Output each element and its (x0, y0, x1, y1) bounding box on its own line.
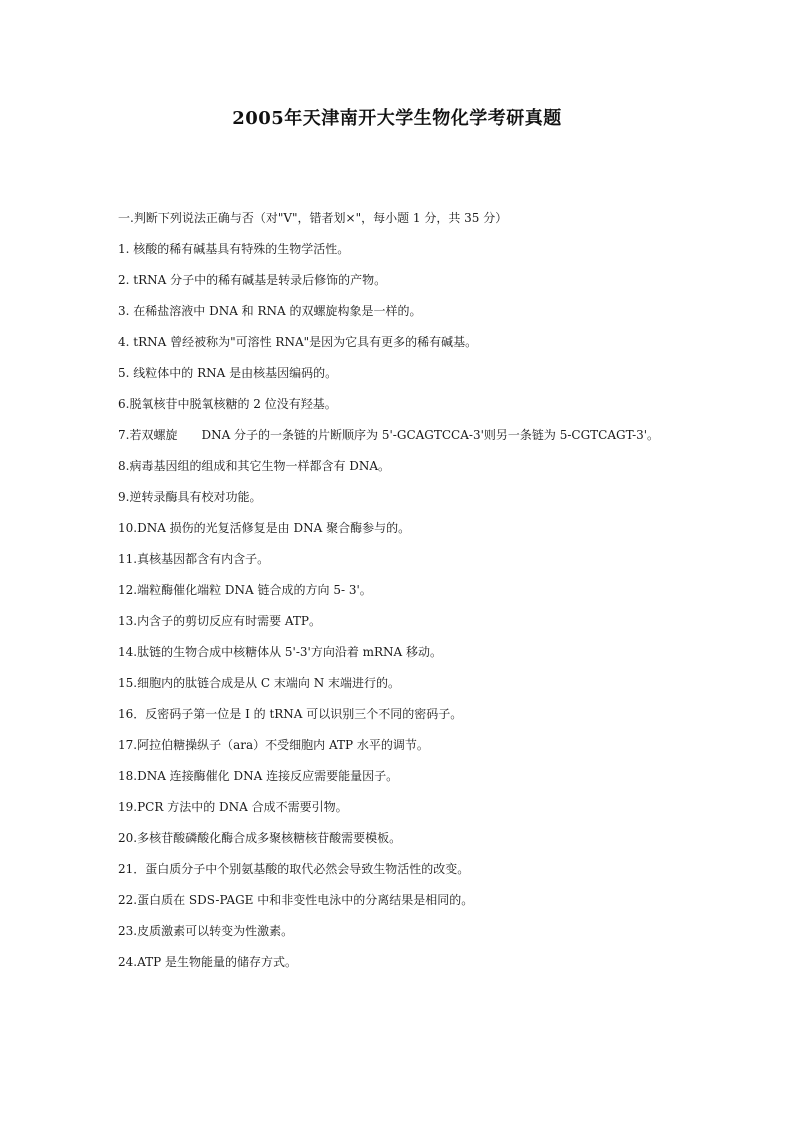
question-item: 13.内含子的剪切反应有时需要 ATP。 (118, 614, 321, 628)
question-item: 11.真核基因都含有内含子。 (118, 552, 270, 566)
question-item: 15.细胞内的肽链合成是从 C 末端向 N 末端进行的。 (118, 676, 401, 690)
question-item: 5. 线粒体中的 RNA 是由核基因编码的。 (118, 366, 338, 380)
question-item: 12.端粒酶催化端粒 DNA 链合成的方向 5- 3'。 (118, 583, 372, 597)
question-item: 17.阿拉伯糖操纵子（ara）不受细胞内 ATP 水平的调节。 (118, 738, 429, 752)
question-item: 22.蛋白质在 SDS-PAGE 中和非变性电泳中的分离结果是相同的。 (118, 893, 474, 907)
question-item: 20.多核苷酸磷酸化酶合成多聚核糖核苷酸需要模板。 (118, 831, 402, 845)
question-item: 2. tRNA 分子中的稀有碱基是转录后修饰的产物。 (118, 273, 387, 287)
page-title: 2005年天津南开大学生物化学考研真题 (232, 108, 562, 129)
question-item: 23.皮质激素可以转变为性激素。 (118, 924, 294, 938)
question-list (118, 203, 678, 978)
question-item: 4. tRNA 曾经被称为"可溶性 RNA"是因为它具有更多的稀有碱基。 (118, 335, 478, 349)
question-item: 19.PCR 方法中的 DNA 合成不需要引物。 (118, 800, 348, 814)
question-item: 24.ATP 是生物能量的储存方式。 (118, 955, 297, 969)
question-item: 10.DNA 损伤的光复活修复是由 DNA 聚合酶参与的。 (118, 521, 411, 535)
question-item: 8.病毒基因组的组成和其它生物一样都含有 DNA。 (118, 459, 391, 473)
question-item: 14.肽链的生物合成中核糖体从 5'-3'方向沿着 mRNA 移动。 (118, 645, 443, 659)
question-item: 21．蛋白质分子中个别氨基酸的取代必然会导致生物活性的改变。 (118, 862, 470, 876)
question-item: 18.DNA 连接酶催化 DNA 连接反应需要能量因子。 (118, 769, 399, 783)
question-item: 16．反密码子第一位是 I 的 tRNA 可以识别三个不同的密码子。 (118, 707, 463, 721)
section-heading: 一.判断下列说法正确与否（对"V"，错者划×"，每小题 1 分，共 35 分） (118, 211, 508, 225)
question-item: 1. 核酸的稀有碱基具有特殊的生物学活性。 (118, 242, 350, 256)
question-item: 9.逆转录酶具有校对功能。 (118, 490, 262, 504)
question-item: 6.脱氧核苷中脱氧核糖的 2 位没有羟基。 (118, 397, 337, 411)
question-item: 7.若双螺旋 DNA 分子的一条链的片断顺序为 5'-GCAGTCCA-3'则另一条链为 5-CGTCAGT-3'。 (118, 428, 660, 442)
question-item: 3. 在稀盐溶液中 DNA 和 RNA 的双螺旋构象是一样的。 (118, 304, 422, 318)
